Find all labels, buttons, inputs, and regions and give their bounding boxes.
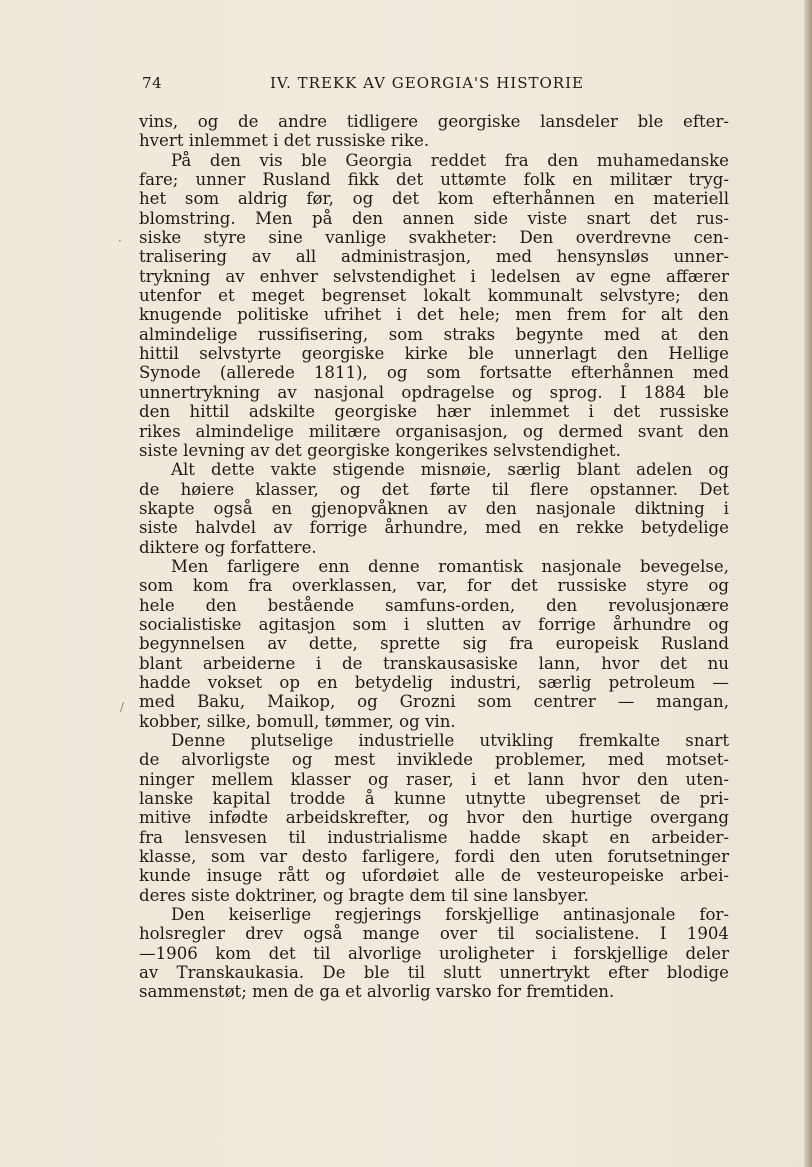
text-line: knugende politiske ufrihet i det hele; men frem for alt den bbox=[139, 305, 729, 325]
page-number: 74 bbox=[142, 74, 163, 92]
text-line: het som aldrig før, og det kom efterhånnen en materiell bbox=[139, 189, 729, 209]
page-edge bbox=[804, 0, 812, 1167]
text-line: kobber, silke, bomull, tømmer, og vin. bbox=[139, 711, 456, 731]
text-line: de alvorligste og mest inviklede problemer, med motset- bbox=[139, 750, 729, 770]
running-head: IV. TREKK AV GEORGIA'S HISTORIE bbox=[270, 74, 584, 92]
paragraph bbox=[139, 557, 729, 731]
text-line: rikes almindelige militære organisasjon, og dermed svant den bbox=[139, 421, 729, 441]
text-line: den hittil adskilte georgiske hær inlemmet i det russiske bbox=[139, 402, 729, 422]
text-line: Men farligere enn denne romantisk nasjonale bevegelse, bbox=[171, 556, 729, 576]
text-line: blant arbeiderne i de transkausasiske lann, hvor det nu bbox=[139, 653, 729, 673]
paragraph bbox=[139, 905, 729, 1002]
text-line: mitive infødte arbeidskrefter, og hvor den hurtige overgang bbox=[139, 808, 729, 828]
text-line: Denne plutselige industrielle utvikling fremkalte snart bbox=[171, 731, 729, 750]
paragraph bbox=[139, 731, 729, 905]
text-line: På den vis ble Georgia reddet fra den muhamedanske bbox=[171, 150, 729, 170]
text-line: hadde vokset op en betydelig industri, særlig petroleum — bbox=[139, 672, 729, 692]
paragraph bbox=[139, 460, 729, 557]
text-line: trykning av enhver selvstendighet i ledelsen av egne affærer bbox=[139, 266, 729, 286]
text-line: unnertrykning av nasjonal opdragelse og sprog. I 1884 ble bbox=[139, 382, 729, 402]
text-line: Alt dette vakte stigende misnøie, særlig blant adelen og bbox=[171, 460, 729, 480]
text-line: skapte også en gjenopvåknen av den nasjonale diktning i bbox=[139, 498, 729, 518]
text-line: Synode (allerede 1811), og som fortsatte efterhånnen med bbox=[139, 363, 729, 383]
text-line: hvert inlemmet i det russiske rike. bbox=[139, 131, 430, 151]
text-line: holsregler drev også mange over til socialistene. I 1904 bbox=[139, 924, 729, 944]
text-line: blomstring. Men på den annen side viste snart det rus- bbox=[139, 208, 729, 228]
text-line: hele den bestående samfuns-orden, den revolusjonære bbox=[139, 595, 729, 615]
text-line: siste levning av det georgiske kongerikes selvstendighet. bbox=[139, 440, 621, 460]
text-line: ninger mellem klasser og raser, i et lann hvor den uten- bbox=[139, 769, 729, 789]
page-header bbox=[142, 74, 732, 96]
text-line: kunde insuge rått og ufordøiet alle de vesteuropeiske arbei- bbox=[139, 866, 729, 886]
text-line: sammenstøt; men de ga et alvorlig varsko for fremtiden. bbox=[139, 982, 615, 1002]
text-line: socialistiske agitasjon som i slutten av forrige århundre og bbox=[139, 614, 729, 634]
text-line: de høiere klasser, og det førte til flere opstanner. Det bbox=[139, 479, 729, 499]
text-line: som kom fra overklassen, var, for det russiske styre og bbox=[139, 576, 729, 596]
text-line: fra lensvesen til industrialisme hadde skapt en arbeider- bbox=[139, 827, 729, 847]
text-line: Den keiserlige regjerings forskjellige antinasjonale for- bbox=[171, 905, 729, 925]
text-line: klasse, som var desto farligere, fordi den uten forutsetninger bbox=[139, 847, 729, 867]
text-line: av Transkaukasia. De ble til slutt unnertrykt efter blodige bbox=[139, 963, 729, 983]
text-line: tralisering av all administrasjon, med hensynsløs unner- bbox=[139, 247, 729, 267]
paragraph bbox=[139, 112, 729, 151]
text-line: utenfor et meget begrenset lokalt kommunalt selvstyre; den bbox=[139, 286, 729, 306]
text-line: diktere og forfattere. bbox=[139, 537, 317, 557]
text-line: siske styre sine vanlige svakheter: Den overdrevne cen- bbox=[139, 228, 729, 248]
text-line: almindelige russifisering, som straks begynte med at den bbox=[139, 324, 729, 344]
text-line: siste halvdel av forrige århundre, med en rekke betydelige bbox=[139, 518, 729, 538]
paragraph bbox=[139, 151, 729, 461]
text-line: vins, og de andre tidligere georgiske lansdeler ble efter- bbox=[139, 112, 729, 131]
text-line: lanske kapital trodde å kunne utnytte ubegrenset de pri- bbox=[139, 789, 729, 809]
text-line: —1906 kom det til alvorlige uroligheter i forskjellige deler bbox=[139, 943, 729, 963]
text-line: hittil selvstyrte georgiske kirke ble unnerlagt den Hellige bbox=[139, 344, 729, 364]
margin-speck: / bbox=[120, 700, 125, 714]
text-line: med Baku, Maikop, og Grozni som centrer — mangan, bbox=[139, 692, 729, 712]
text-line: fare; unner Rusland fikk det uttømte folk en militær tryg- bbox=[139, 170, 729, 190]
text-line: deres siste doktriner, og bragte dem til sine lansbyer. bbox=[139, 885, 589, 905]
text-line: begynnelsen av dette, sprette sig fra europeisk Rusland bbox=[139, 634, 729, 654]
body-text bbox=[139, 112, 729, 1002]
margin-speck: · bbox=[118, 234, 122, 248]
